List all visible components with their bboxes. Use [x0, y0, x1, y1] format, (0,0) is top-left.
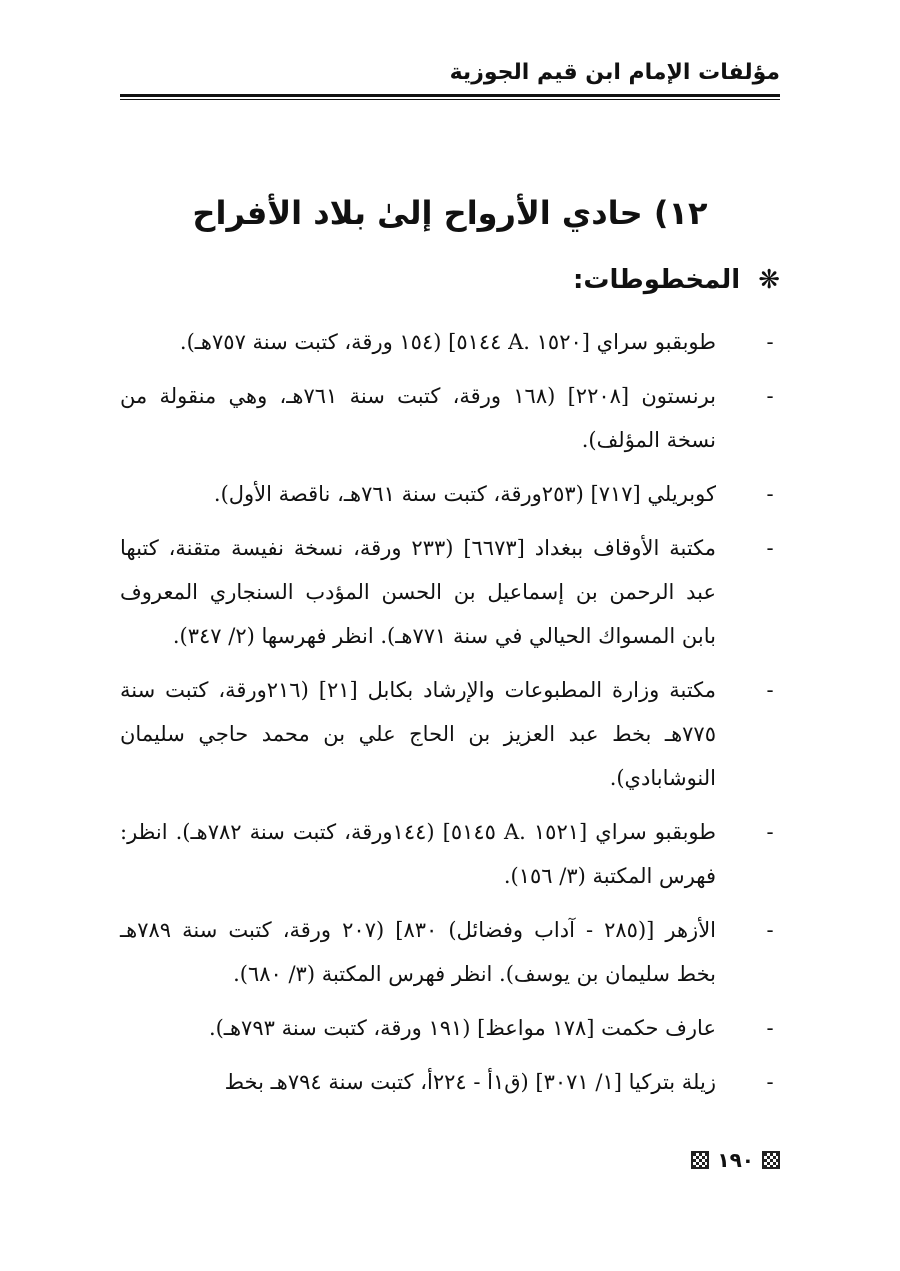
entry-text: برنستون [٢٢٠٨] (١٦٨ ورقة، كتبت سنة ٧٦١هـ، وهي منقولة من نسخة المؤلف).	[120, 384, 717, 452]
ornament-icon	[691, 1151, 709, 1169]
list-item	[120, 1006, 780, 1050]
list-dash: -	[766, 678, 774, 702]
list-item	[120, 668, 780, 800]
list-item	[120, 908, 780, 996]
header-rule	[120, 94, 780, 97]
entry-text: مكتبة الأوقاف ببغداد [٦٦٧٣] (٢٣٣ ورقة، نسخة نفيسة متقنة، كتبها عبد الرحمن بن إسماعيل بن الحسن المؤدب السنجاري المعروف بابن المسواك الحيالي في سنة ٧٧١هـ). انظر فهرسها (٢/ ٣٤٧).	[120, 536, 717, 648]
star-icon: ❋	[758, 265, 780, 295]
entry-text: طوبقبو سراي [١٥٢٠ .A ٥١٤٤] (١٥٤ ورقة، كتبت سنة ٧٥٧هـ).	[179, 330, 716, 354]
running-header	[120, 58, 780, 102]
list-item	[120, 1060, 780, 1104]
entry-text: زيلة بتركيا [١/ ٣٠٧١] (ق١أ - ٢٢٤أ، كتبت سنة ٧٩٤هـ بخط	[224, 1070, 716, 1094]
list-dash: -	[766, 1070, 774, 1094]
list-dash: -	[766, 918, 774, 942]
entry-text: مكتبة وزارة المطبوعات والإرشاد بكابل [٢١] (٢١٦ورقة، كتبت سنة ٧٧٥هـ بخط عبد العزيز بن الحاج علي بن محمد حاجي سليمان النوشابادي).	[120, 678, 716, 790]
entry-text: الأزهر [(٢٨٥ - آداب وفضائل) ٨٣٠] (٢٠٧ ورقة، كتبت سنة ٧٨٩هـ بخط سليمان بن يوسف). انظر فهرس المكتبة (٣/ ٦٨٠).	[120, 918, 717, 986]
list-dash: -	[766, 820, 774, 844]
entry-text: عارف حكمت [١٧٨ مواعظ] (١٩١ ورقة، كتبت سنة ٧٩٣هـ).	[208, 1016, 716, 1040]
list-item	[120, 472, 780, 516]
list-item	[120, 320, 780, 364]
list-item	[120, 810, 780, 898]
list-dash: -	[766, 330, 774, 354]
section-heading-label: المخطوطات:	[572, 265, 741, 295]
section-heading	[120, 260, 780, 300]
header-rule-thin	[120, 99, 780, 100]
chapter-title: ١٢) حادي الأرواح إلىٰ بلاد الأفراح	[192, 194, 708, 233]
page-number: ١٩٠	[717, 1148, 754, 1172]
entry-text: طوبقبو سراي [١٥٢١ .A ٥١٤٥] (١٤٤ورقة، كتبت سنة ٧٨٢هـ). انظر: فهرس المكتبة (٣/ ١٥٦).	[120, 820, 716, 888]
entry-text: كوبريلي [٧١٧] (٢٥٣ورقة، كتبت سنة ٧٦١هـ، ناقصة الأول).	[213, 482, 716, 506]
list-item	[120, 374, 780, 462]
manuscript-list	[120, 320, 780, 1114]
page-footer	[120, 1142, 780, 1178]
ornament-icon	[762, 1151, 780, 1169]
list-dash: -	[766, 482, 774, 506]
list-item	[120, 526, 780, 658]
list-dash: -	[766, 1016, 774, 1040]
list-dash: -	[766, 384, 774, 408]
running-title: مؤلفات الإمام ابن قيم الجوزية	[449, 60, 780, 85]
list-dash: -	[766, 536, 774, 560]
